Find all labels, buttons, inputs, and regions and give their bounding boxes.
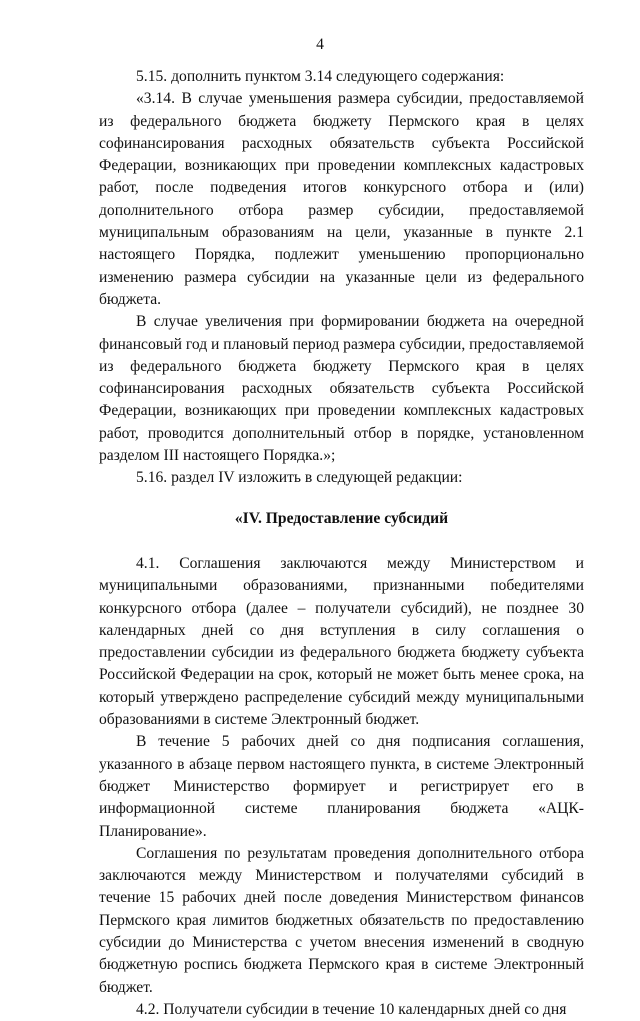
paragraph-3-14: «3.14. В случае уменьшения размера субсидии, предоставляемой из федерального бюджета бюджету Пермского края в целях софинансирования расходных обязательств субъекта Российской Федерации, возникающих при проведении комплексных кадастровых работ, после подведения итогов конкурсного отбора и (или) дополнительного отбора размер субсидии, предоставляемой муниципальным образованиям на цели, указанные в пункте 2.1 настоящего Порядка, подлежит уменьшению пропорционально изменению размера субсидии на указанные цели из федерального бюджета.	[99, 90, 584, 308]
document-body	[99, 66, 584, 1021]
paragraph-subsidy-increase: В случае увеличения при формировании бюджета на очередной финансовый год и плановый период размера субсидии, предоставляемой из федерального бюджета бюджету Пермского края в целях софинансирования расходных обязательств субъекта Российской Федерации, возникающих при проведении комплексных кадастровых работ, проводится дополнительный отбор в порядке, установленном разделом III настоящего Порядка.»;	[99, 313, 585, 465]
paragraph-5-15: 5.15. дополнить пунктом 3.14 следующего содержания:	[136, 68, 505, 85]
paragraph-additional-selection: Соглашения по результатам проведения дополнительного отбора заключаются между Министерством и получателями субсидий в течение 15 рабочих дней после доведения Министерством финансов Пермского края лимитов бюджетных обязательств по предоставлению субсидии до Министерства с учетом внесения изменений в сводную бюджетную роспись бюджета Пермского края в системе Электронный бюджет.	[99, 844, 584, 996]
paragraph-4-2: 4.2. Получатели субсидии в течение 10 календарных дней со дня	[136, 1000, 567, 1018]
section-heading: «IV. Предоставление субсидий	[234, 509, 449, 527]
paragraph-registration: В течение 5 рабочих дней со дня подписания соглашения, указанного в абзаце первом настоящего пункта, в системе Электронный бюджет Министерство формирует и регистрирует его в информационной системе планирования бюджета «АЦК-Планирование».	[99, 733, 584, 840]
paragraph-5-16: 5.16. раздел IV изложить в следующей редакции:	[136, 469, 463, 487]
paragraph-4-1: 4.1. Соглашения заключаются между Министерством и муниципальными образованиями, признанными победителями конкурсного отбора (далее – получатели субсидий), не позднее 30 календарных дней со дня вступления в силу соглашения о предоставлении субсидии из федерального бюджета бюджету субъекта Российской Федерации на срок, который не может быть менее срока, на который утверждено распределение субсидий между муниципальными образованиями в системе Электронный бюджет.	[99, 554, 584, 729]
page-number: 4	[316, 36, 324, 53]
